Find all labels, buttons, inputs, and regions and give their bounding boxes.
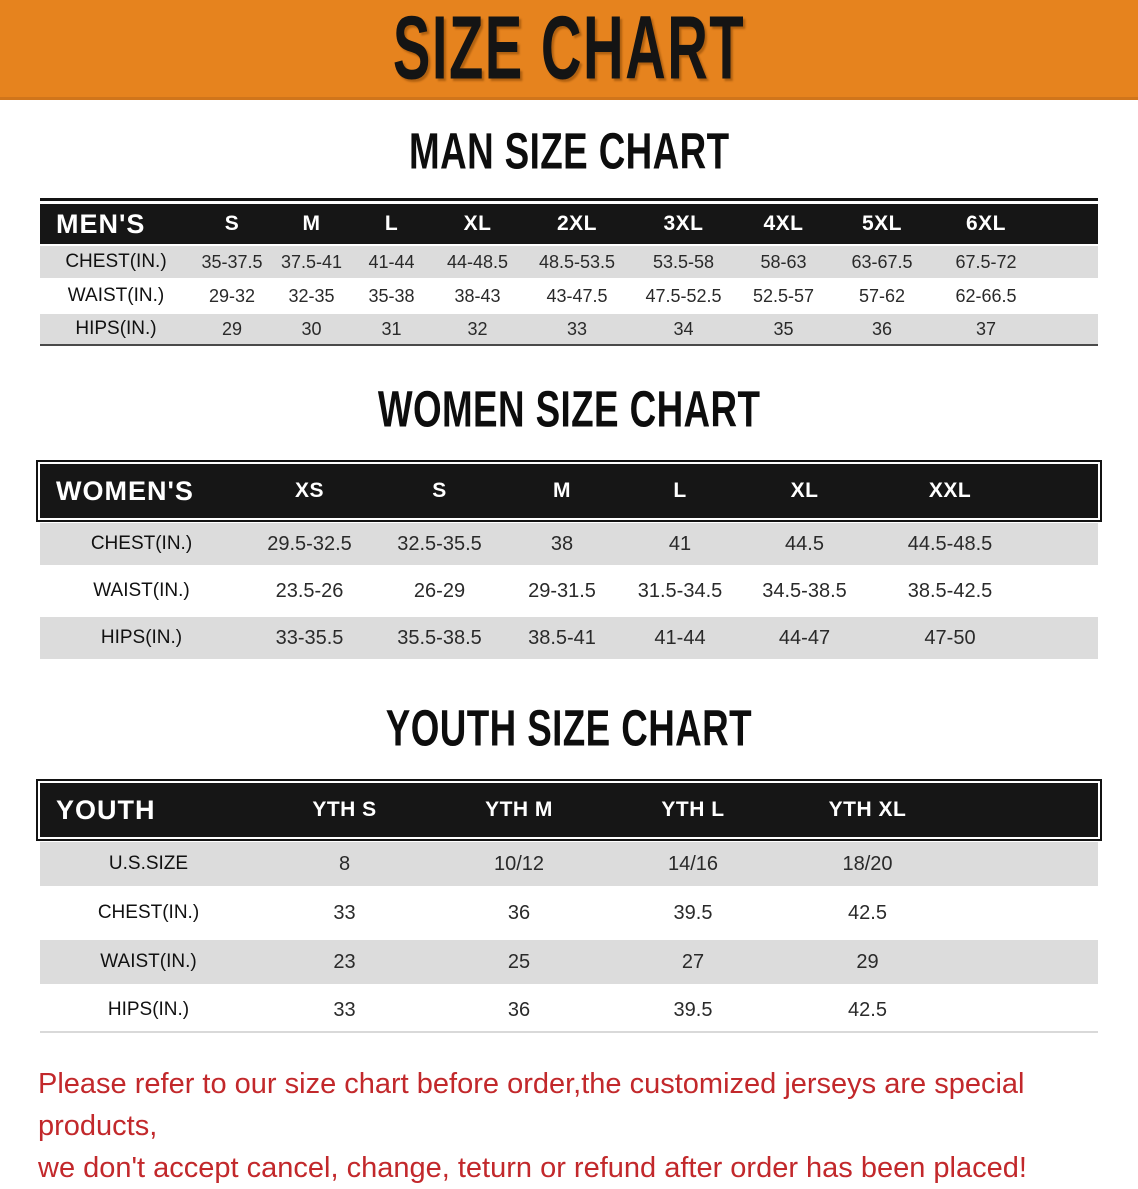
table-row: [40, 891, 1098, 935]
size-column-header: XL: [463, 212, 492, 235]
size-value-cell: 37: [975, 318, 997, 339]
table-header-label: YOUTH: [56, 794, 156, 825]
row-label: HIPS(IN.): [107, 999, 190, 1020]
size-value-cell: 33: [333, 998, 356, 1021]
size-value-cell: 36: [871, 318, 893, 339]
size-column-header: 4XL: [763, 212, 804, 235]
size-column-header: L: [384, 212, 399, 235]
row-label: HIPS(IN.): [100, 627, 183, 648]
size-column-header: M: [302, 212, 321, 235]
size-column-header: 6XL: [965, 212, 1006, 235]
size-value-cell: 18/20: [842, 852, 893, 875]
size-value-cell: 44.5-48.5: [907, 532, 993, 555]
size-value-cell: 41-44: [368, 251, 415, 272]
table-row: [40, 940, 1098, 984]
size-value-cell: 35.5-38.5: [397, 626, 482, 649]
table-row: [40, 246, 1098, 278]
size-value-cell: 48.5-53.5: [538, 251, 616, 272]
size-column-header: XS: [294, 479, 324, 502]
size-column-header: 3XL: [663, 212, 704, 235]
size-value-cell: 35-37.5: [201, 251, 263, 272]
size-value-cell: 29: [856, 950, 879, 973]
size-value-cell: 32: [467, 318, 488, 339]
table-header-label: WOMEN'S: [56, 475, 194, 506]
size-value-cell: 41: [668, 532, 692, 555]
table-header-row: [40, 464, 1098, 518]
size-column-header: XXL: [928, 479, 972, 502]
size-value-cell: 31: [381, 318, 402, 339]
size-column-header: XL: [790, 479, 819, 502]
women-section-heading: [0, 382, 1138, 436]
size-value-cell: 34.5-38.5: [762, 579, 847, 602]
youth-section-heading: [0, 701, 1138, 755]
size-value-cell: 39.5: [673, 901, 713, 924]
size-value-cell: 29-31.5: [528, 579, 596, 602]
size-value-cell: 41-44: [654, 626, 706, 649]
size-value-cell: 67.5-72: [955, 251, 1017, 272]
size-value-cell: 44.5: [785, 532, 824, 555]
size-value-cell: 42.5: [848, 901, 887, 924]
youth-section-heading-text: YOUTH SIZE CHART: [385, 699, 753, 757]
row-label: WAIST(IN.): [67, 285, 165, 306]
size-value-cell: 62-66.5: [955, 285, 1017, 306]
table-header-row: [40, 783, 1098, 837]
size-value-cell: 43-47.5: [546, 285, 608, 306]
size-value-cell: 29.5-32.5: [267, 532, 352, 555]
size-value-cell: 29-32: [208, 285, 256, 306]
row-label: U.S.SIZE: [108, 853, 189, 874]
size-column-header: YTH XL: [828, 798, 907, 821]
size-value-cell: 10/12: [493, 852, 545, 875]
size-value-cell: 36: [507, 998, 531, 1021]
disclaimer-line-2: we don't accept cancel, change, teturn or refund after order has been placed!: [38, 1152, 1027, 1184]
size-column-header: YTH S: [312, 798, 377, 821]
size-value-cell: 31.5-34.5: [637, 579, 723, 602]
size-value-cell: 36: [507, 901, 531, 924]
size-value-cell: 42.5: [848, 998, 887, 1021]
size-value-cell: 47.5-52.5: [645, 285, 722, 306]
men-size-table: [40, 198, 1098, 346]
size-value-cell: 58-63: [760, 251, 807, 272]
size-value-cell: 33-35.5: [275, 626, 344, 649]
size-value-cell: 30: [301, 318, 322, 339]
size-value-cell: 39.5: [673, 998, 713, 1021]
size-value-cell: 38: [550, 532, 574, 555]
women-size-table: [40, 464, 1098, 659]
size-column-header: YTH M: [485, 798, 553, 821]
size-column-header: S: [224, 212, 240, 235]
table-row: [40, 523, 1098, 565]
men-section-heading-text: MAN SIZE CHART: [408, 122, 730, 180]
size-value-cell: 44-48.5: [446, 251, 509, 272]
size-value-cell: 14/16: [667, 852, 719, 875]
size-value-cell: 52.5-57: [752, 285, 815, 306]
size-value-cell: 38-43: [454, 285, 501, 306]
men-section-heading: [0, 124, 1138, 178]
row-label: CHEST(IN.): [65, 251, 167, 272]
size-value-cell: 29: [221, 318, 243, 339]
size-column-header: M: [553, 479, 571, 502]
disclaimer: [38, 1063, 1108, 1189]
size-value-cell: 63-67.5: [851, 251, 913, 272]
table-header-label: MEN'S: [56, 208, 146, 239]
size-column-header: 2XL: [556, 212, 597, 235]
size-value-cell: 8: [338, 852, 351, 875]
table-row: [40, 842, 1098, 886]
size-value-cell: 33: [333, 901, 356, 924]
row-label: WAIST(IN.): [93, 580, 190, 601]
size-value-cell: 33: [566, 318, 588, 339]
banner-title: SIZE CHART: [392, 0, 746, 99]
size-value-cell: 53.5-58: [652, 251, 715, 272]
size-column-header: 5XL: [861, 212, 902, 235]
size-value-cell: 38.5-41: [528, 626, 596, 649]
disclaimer-line-1: Please refer to our size chart before order,the customized jerseys are special products,: [38, 1068, 1025, 1142]
size-value-cell: 44-47: [778, 626, 831, 649]
row-label: HIPS(IN.): [75, 318, 157, 339]
table-row: [40, 989, 1098, 1033]
men-section: [0, 124, 1138, 346]
table-header-row: [40, 204, 1098, 244]
youth-section: [0, 701, 1138, 1033]
size-value-cell: 38.5-42.5: [907, 579, 993, 602]
size-value-cell: 23.5-26: [275, 579, 344, 602]
women-section: [0, 382, 1138, 659]
size-column-header: L: [673, 479, 687, 502]
size-value-cell: 26-29: [413, 579, 466, 602]
size-value-cell: 35: [773, 318, 794, 339]
table-row: [40, 314, 1098, 346]
row-label: WAIST(IN.): [100, 951, 197, 972]
men-table-topline: [40, 198, 1098, 201]
row-label: CHEST(IN.): [97, 902, 200, 923]
youth-size-table: [40, 783, 1098, 1033]
size-column-header: YTH L: [661, 798, 725, 821]
size-column-header: S: [432, 479, 447, 502]
size-value-cell: 23: [333, 950, 356, 973]
size-value-cell: 25: [507, 950, 531, 973]
size-value-cell: 34: [673, 318, 694, 339]
size-value-cell: 37.5-41: [280, 251, 343, 272]
size-value-cell: 32-35: [288, 285, 335, 306]
size-value-cell: 47-50: [924, 626, 976, 649]
size-value-cell: 27: [681, 950, 705, 973]
banner: [0, 0, 1138, 100]
women-section-heading-text: WOMEN SIZE CHART: [377, 380, 761, 438]
table-row: [40, 617, 1098, 659]
row-label: CHEST(IN.): [90, 533, 193, 554]
size-value-cell: 57-62: [858, 285, 906, 306]
size-value-cell: 35-38: [368, 285, 415, 306]
size-value-cell: 32.5-35.5: [397, 532, 482, 555]
table-row: [40, 570, 1098, 612]
table-row: [40, 280, 1098, 312]
